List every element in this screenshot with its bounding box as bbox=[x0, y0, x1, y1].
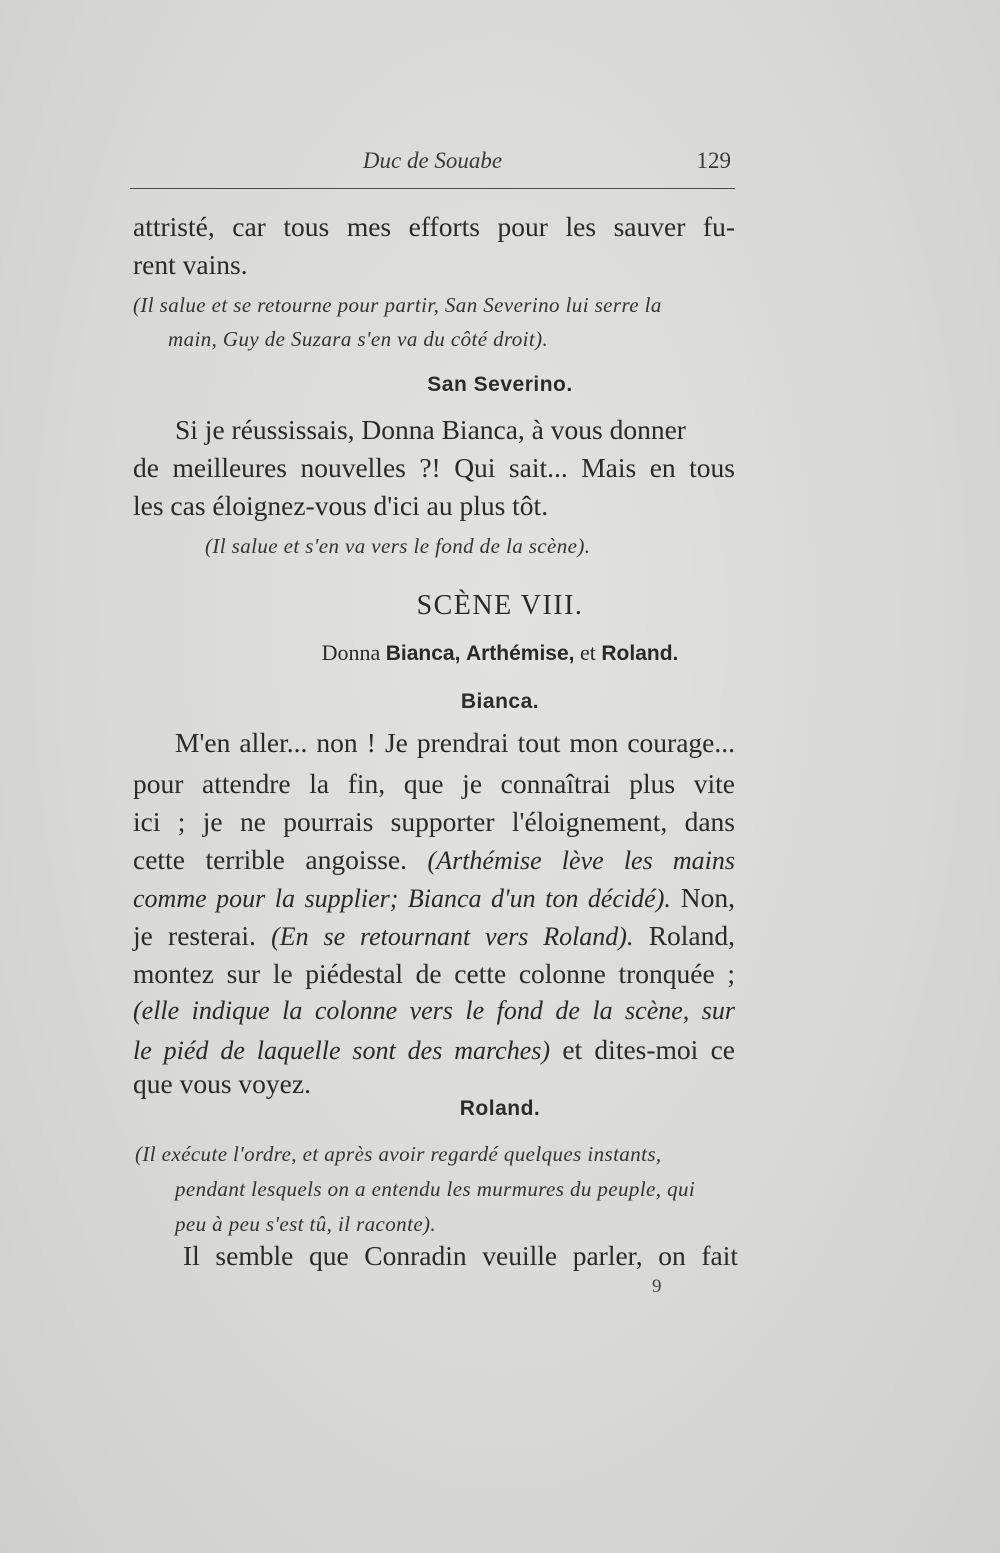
stage-direction: (Il exécute l'ordre, et après avoir regardé quelques instants, bbox=[135, 1142, 662, 1166]
stage-direction-inline: (Arthémise lève les mains bbox=[427, 846, 735, 875]
text-line bbox=[133, 844, 735, 876]
cast-prefix: Donna bbox=[321, 640, 381, 665]
text-line: rent vains. bbox=[133, 249, 248, 280]
text-segment: je resterai. bbox=[133, 920, 256, 951]
speaker-name: Roland. bbox=[459, 1097, 541, 1120]
speaker-name: San Severino. bbox=[427, 373, 573, 396]
running-header bbox=[130, 148, 735, 188]
header-rule bbox=[130, 188, 735, 189]
stage-direction-inline: comme pour la supplier; Bianca d'un ton décidé). bbox=[133, 884, 671, 913]
text-segment: et dites-moi ce bbox=[562, 1034, 736, 1065]
cast-arthemise: Arthémise, bbox=[465, 642, 575, 665]
text-line bbox=[133, 882, 735, 914]
stage-direction-line: (elle indique la colonne vers le fond de la scène, sur bbox=[133, 996, 735, 1025]
text-line bbox=[133, 1034, 735, 1066]
text-line: montez sur le piédestal de cette colonne tronquée ; bbox=[133, 958, 735, 989]
text-line: Si je réussissais, Donna Bianca, à vous donner bbox=[175, 414, 686, 445]
text-line bbox=[133, 920, 735, 952]
page-number: 129 bbox=[696, 148, 731, 173]
text-line: ici ; je ne pourrais supporter l'éloignement, dans bbox=[133, 806, 735, 837]
text-segment: cette terrible angoisse. bbox=[133, 844, 407, 875]
text-segment: Roland, bbox=[648, 920, 736, 951]
running-title: Duc de Souabe bbox=[362, 148, 503, 173]
text-line: de meilleures nouvelles ?! Qui sait... Mais en tous bbox=[133, 452, 735, 483]
scene-title: SCÈNE VIII. bbox=[416, 590, 584, 621]
text-line: que vous voyez. bbox=[133, 1068, 311, 1099]
text-line: M'en aller... non ! Je prendrai tout mon courage... bbox=[175, 727, 735, 758]
stage-direction: (Il salue et se retourne pour partir, San Severino lui serre la bbox=[133, 293, 662, 317]
text-segment: Non, bbox=[680, 882, 735, 913]
stage-direction-inline: (En se retournant vers Roland). bbox=[271, 922, 634, 951]
text-line: attristé, car tous mes efforts pour les sauver fu- bbox=[133, 211, 735, 242]
text-line: Il semble que Conradin veuille parler, on fait bbox=[183, 1240, 738, 1271]
cast-roland: Roland. bbox=[601, 642, 679, 665]
cast-bianca: Bianca, bbox=[385, 642, 461, 665]
text-line: pour attendre la fin, que je connaîtrai plus vite bbox=[133, 768, 735, 799]
text-line: les cas éloignez-vous d'ici au plus tôt. bbox=[133, 490, 549, 521]
stage-direction: main, Guy de Suzara s'en va du côté droit). bbox=[168, 327, 549, 351]
stage-direction-inline: le piéd de laquelle sont des marches) bbox=[133, 1036, 551, 1065]
cast-et: et bbox=[580, 640, 596, 665]
cast-list bbox=[0, 640, 1000, 666]
speaker-name: Bianca. bbox=[460, 690, 540, 713]
stage-direction: peu à peu s'est tû, il raconte). bbox=[175, 1212, 437, 1236]
stage-direction: (Il salue et s'en va vers le fond de la scène). bbox=[205, 534, 591, 558]
stage-direction: pendant lesquels on a entendu les murmures du peuple, qui bbox=[175, 1177, 696, 1201]
signature-mark: 9 bbox=[652, 1276, 662, 1297]
